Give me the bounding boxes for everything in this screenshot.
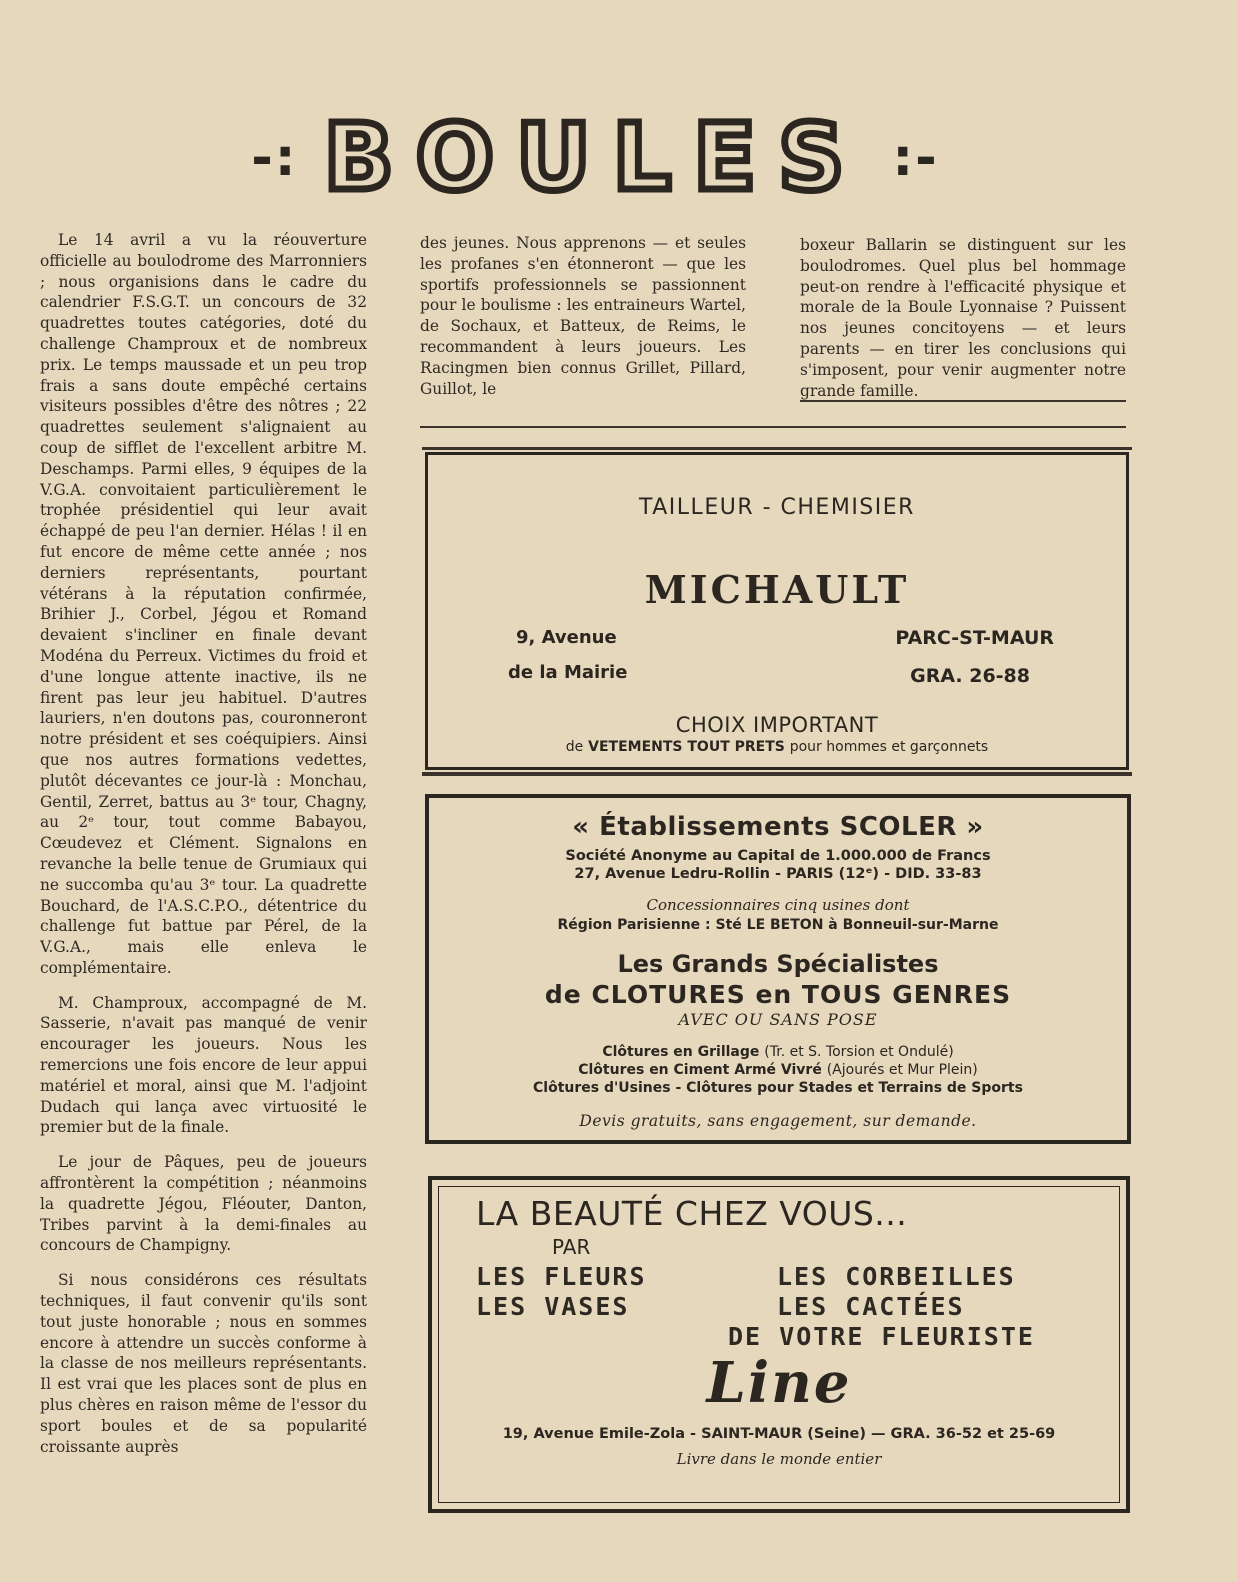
article-paragraph: Le 14 avril a vu la réouverture officielle au boulodrome des Marronniers ; nous organisions dans le cadre du calendrier F.S.G.T. un concours de 32 quadrettes toutes catégories, doté du challenge Champroux et de nombreux prix. Le temps maussade et un peu trop frais a sans doute empêché certains visiteurs possibles d'être des nôtres ; 22 quadrettes seulement s'alignaient au coup de sifflet de l'excellent arbitre M. Deschamps. Parmi elles, 9 équipes de la V.G.A. convoitaient particulièrement le trophée présidentiel qui leur avait échappé de peu l'an dernier. Hélas ! il en fut encore de même cette année ; nos derniers représentants, pourtant vétérans à la réputation confirmée, Brihier J., Corbel, Jégou et Romand devaient s'incliner en finale devant Modéna du Perreux. Victimes du froid et d'une longue attente inactive, ils ne firent pas leur jeu habituel. D'autres lauriers, n'en doutons pas, couronneront notre président et ses coéquipiers. Ainsi que nos autres formations vedettes, plutôt décevantes ce jour-là : Monchau, Gentil, Zerret, battus au 3ᵉ tour, Chagny, au 2ᵉ tour, tout comme Babayou, Cœudevez et Clément. Signalons en revanche la belle tenue de Grumiaux qui ne succomba qu'au 3ᵉ tour. La quadrette Bouchard, de l'A.S.C.P.O., détentrice du challenge fut battue par Pérel, de la V.G.A., mais elle enleva le complémentaire.: [40, 231, 367, 977]
article-paragraph: Le jour de Pâques, peu de joueurs affrontèrent la compétition ; néanmoins la quadrette Jégou, Fléouter, Danton, Tribes parvint à la demi-finales au concours de Champigny.: [40, 1153, 367, 1255]
ad-line-brand: Line: [706, 1350, 852, 1416]
ad-michault-offer-suffix: pour hommes et garçonnets: [789, 739, 989, 755]
ad-line-item: DE VOTRE FLEURISTE: [728, 1322, 1035, 1351]
ad-scoler: [425, 794, 1131, 1144]
ad-line-item: LES VASES: [476, 1292, 630, 1321]
ad-scoler-product-3: Clôtures d'Usines - Clôtures pour Stades et Terrains de Sports: [533, 1080, 1023, 1096]
ad-michault-address-line1: 9, Avenue: [516, 627, 617, 648]
ad-scoler-product-1-name: Clôtures en Grillage: [602, 1044, 760, 1060]
headline-title: BOULES: [323, 104, 867, 211]
ad-scoler-address: 27, Avenue Ledru-Rollin - PARIS (12ᵉ) - DID. 33-83: [574, 866, 982, 882]
ad-michault-address-line2: de la Mairie: [508, 662, 628, 683]
article-column-3: [800, 235, 1126, 415]
ad-scoler-product-2-name: Clôtures en Ciment Armé Vivré: [578, 1062, 822, 1078]
ad-michault-phone: GRA. 26-88: [910, 665, 1030, 687]
article-column-2: [420, 233, 746, 413]
ad-michault-offer: [428, 739, 1126, 755]
article-column-1: [40, 230, 367, 1471]
ad-michault-name: MICHAULT: [644, 567, 910, 612]
article-paragraph: M. Champroux, accompagné de M. Sasserie, n'avait pas manqué de venir encourager les joueurs. Nous les remercions une fois encore de leur appui matériel et moral, ainsi que M. l'adjoint Dudach qui lança avec virtuosité le premier but de la finale.: [40, 993, 367, 1137]
ad-line-par: PAR: [552, 1235, 591, 1259]
ad-scoler-fences: de CLOTURES en TOUS GENRES: [544, 980, 1012, 1009]
ad-scoler-company: Société Anonyme au Capital de 1.000.000 de Francs: [565, 848, 991, 864]
ad-scoler-quote: Devis gratuits, sans engagement, sur demande.: [579, 1112, 977, 1130]
headline-right-decoration: :-: [892, 128, 939, 188]
ad-michault-tagline: CHOIX IMPORTANT: [675, 713, 879, 737]
ad-line-delivery: Livre dans le monde entier: [676, 1450, 882, 1468]
ad-scoler-product-1: [429, 1044, 1127, 1060]
article-paragraph: des jeunes. Nous apprenons — et seules les profanes s'en étonneront — que les sportifs professionnels se passionnent pour le boulisme : les entraineurs Wartel, de Sochaux, et Batteux, de Reims, le recommandent à leurs joueurs. Les Racingmen bien connus Grillet, Pillard, Guillot, le: [420, 234, 746, 398]
ad-line-item: LES CORBEILLES: [777, 1262, 1016, 1291]
ad-scoler-region: Région Parisienne : Sté LE BETON à Bonneuil-sur-Marne: [557, 917, 999, 933]
ad-michault-city: PARC-ST-MAUR: [895, 627, 1054, 649]
ad-michault-trade: TAILLEUR - CHEMISIER: [639, 495, 915, 520]
headline-left-decoration: -:: [251, 128, 298, 188]
ad-line-address: 19, Avenue Emile-Zola - SAINT-MAUR (Seine) — GRA. 36-52 et 25-69: [502, 1426, 1056, 1442]
ad-michault-offer-main: VETEMENTS TOUT PRETS: [588, 739, 785, 755]
ad-scoler-dealers: Concessionnaires cinq usines dont: [646, 896, 910, 914]
ad-scoler-name: « Établissements SCOLER »: [572, 812, 984, 842]
ad-scoler-product-2: [429, 1062, 1127, 1078]
ad-line-florist: [428, 1176, 1130, 1513]
section-divider: [420, 426, 1126, 428]
ad-scoler-specialists: Les Grands Spécialistes: [617, 950, 939, 978]
headline: [210, 104, 980, 211]
ad-scoler-product-1-detail: (Tr. et S. Torsion et Ondulé): [764, 1044, 954, 1060]
ad-scoler-product-2-detail: (Ajourés et Mur Plein): [826, 1062, 978, 1078]
ad-line-item: LES CACTÉES: [777, 1292, 965, 1321]
ad-line-item: LES FLEURS: [476, 1262, 647, 1291]
ad-michault: [425, 452, 1129, 770]
ad-line-title: LA BEAUTÉ CHEZ VOUS...: [476, 1194, 908, 1233]
ad-scoler-install: AVEC OU SANS POSE: [678, 1010, 878, 1029]
article-paragraph: Si nous considérons ces résultats techniques, il faut convenir qu'ils sont tout juste honorable ; nous en sommes encore à attendre un succès conforme à la classe de nos meilleurs représentants. Il est vrai que les places sont de plus en plus chères en raison même de l'essor du sport boules et de sa popularité croissante auprès: [40, 1271, 367, 1456]
article-paragraph: boxeur Ballarin se distinguent sur les boulodromes. Quel plus bel hommage peut-on rendre à l'efficacité physique et morale de la Boule Lyonnaise ? Puissent nos jeunes concitoyens — et leurs parents — en tirer les conclusions qui s'imposent, pour venir augmenter notre grande famille.: [800, 236, 1126, 400]
ad-michault-offer-prefix: de: [565, 739, 584, 755]
column-end-rule: [800, 400, 1126, 402]
